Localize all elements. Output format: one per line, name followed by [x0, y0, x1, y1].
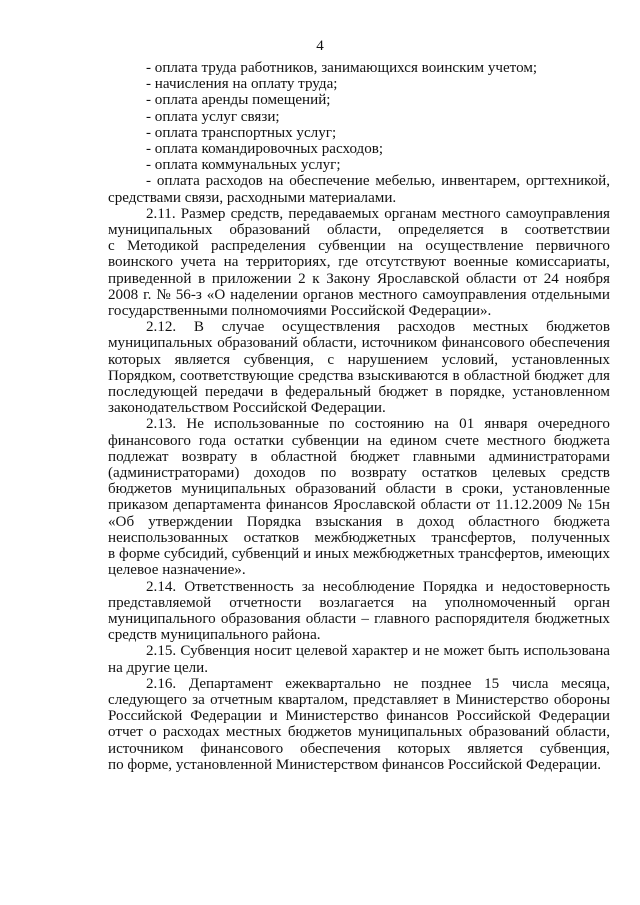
paragraph-line: приказом департамента финансов Ярославской области от 11.12.2009 № 15н [108, 497, 610, 514]
paragraph-line: следующего за отчетным кварталом, представляет в Министерство обороны [108, 691, 610, 708]
paragraph-line: 2.15. Субвенция носит целевой характер и не может быть использована [146, 643, 610, 660]
paragraph-line: источником финансового обеспечения которых является субвенция, [108, 740, 610, 757]
paragraph-line: 2.14. Ответственность за несоблюдение Порядка и недостоверность [146, 578, 610, 595]
paragraph-line: средств муниципального района. [108, 627, 321, 644]
paragraph-line: государственными полномочиями Российской Федерации». [108, 303, 492, 320]
list-item: - оплата транспортных услуг; [146, 124, 337, 141]
paragraph-line: на другие цели. [108, 659, 209, 676]
paragraph [108, 319, 610, 416]
paragraph-line: Российской Федерации и Министерство финансов Российской Федерации [108, 708, 610, 725]
paragraph-line: муниципального образования области – главного распорядителя бюджетных [108, 610, 610, 627]
paragraph [108, 206, 610, 319]
paragraph [108, 416, 610, 578]
paragraphs [108, 206, 610, 773]
list-item: - оплата труда работников, занимающихся воинским учетом; [146, 60, 538, 76]
paragraph-line: финансового года остатки субвенции на едином счете местного бюджета [108, 432, 610, 449]
list-item: - оплата коммунальных услуг; [146, 157, 341, 174]
paragraph [108, 643, 610, 675]
list-item: - оплата аренды помещений; [146, 92, 331, 109]
paragraph-line: подлежат возврату в областной бюджет главными администраторами [108, 448, 610, 465]
list-item: - начисления на оплату труда; [146, 76, 338, 93]
paragraph-line: приведенной в приложении 2 к Закону Ярославской области от 24 ноября [108, 270, 610, 287]
paragraph-line: законодательством Российской Федерации. [108, 400, 386, 417]
expense-list [108, 60, 610, 206]
paragraph [108, 676, 610, 773]
paragraph-line: муниципальных образований области, определяется в соответствии [108, 222, 610, 239]
paragraph-line: «Об утверждении Порядка взыскания в доход областного бюджета [108, 513, 610, 530]
paragraph-line: с Методикой распределения субвенции на осуществление первичного [108, 238, 610, 255]
list-item: - оплата командировочных расходов; [146, 141, 384, 158]
paragraph-line: Порядком, соответствующие средства взыскиваются в областной бюджет для [108, 367, 610, 384]
paragraph-line: которых является субвенция, с нарушением условий, установленных [108, 351, 610, 368]
paragraph-line: неиспользованных остатков межбюджетных трансфертов, полученных [108, 529, 610, 546]
paragraph-line: представляемой отчетности возлагается на уполномоченный орган [108, 594, 610, 611]
paragraph [108, 579, 610, 644]
list-item: - оплата услуг связи; [146, 108, 280, 125]
paragraph-line: отчет о расходах местных бюджетов муниципальных образований области, [108, 724, 610, 741]
list-item-last-line2: средствами связи, расходными материалами. [108, 189, 397, 206]
paragraph-line: 2.13. Не использованные по состоянию на 01 января очередного [146, 416, 610, 433]
paragraph-line: целевое назначение». [108, 562, 246, 579]
paragraph-line: воинского учета на территориях, где отсутствуют военные комиссариаты, [108, 254, 610, 271]
document-body [108, 60, 610, 773]
paragraph-line: 2.16. Департамент ежеквартально не позднее 15 числа месяца, [146, 675, 610, 692]
paragraph-line: в форме субсидий, субвенций и иных межбюджетных трансфертов, имеющих [108, 546, 610, 563]
paragraph-line: (администраторами) доходов по возврату остатков целевых средств [108, 465, 610, 482]
list-item-last-line1: - оплата расходов на обеспечение мебелью, инвентарем, оргтехникой, [146, 173, 610, 190]
paragraph-line: по форме, установленной Министерством финансов Российской Федерации. [108, 756, 602, 773]
paragraph-line: 2008 г. № 56-з «О наделении органов местного самоуправления отдельными [108, 286, 610, 303]
paragraph-line: бюджетов муниципальных образований области в сроки, установленные [108, 481, 610, 498]
paragraph-line: последующей передачи в федеральный бюджет в порядке, установленном [108, 384, 610, 401]
paragraph-line: 2.11. Размер средств, передаваемых органам местного самоуправления [146, 205, 610, 222]
paragraph-line: муниципальных образований области, источником финансового обеспечения [108, 335, 610, 352]
page-number: 4 [316, 38, 324, 54]
paragraph-line: 2.12. В случае осуществления расходов местных бюджетов [146, 319, 610, 336]
